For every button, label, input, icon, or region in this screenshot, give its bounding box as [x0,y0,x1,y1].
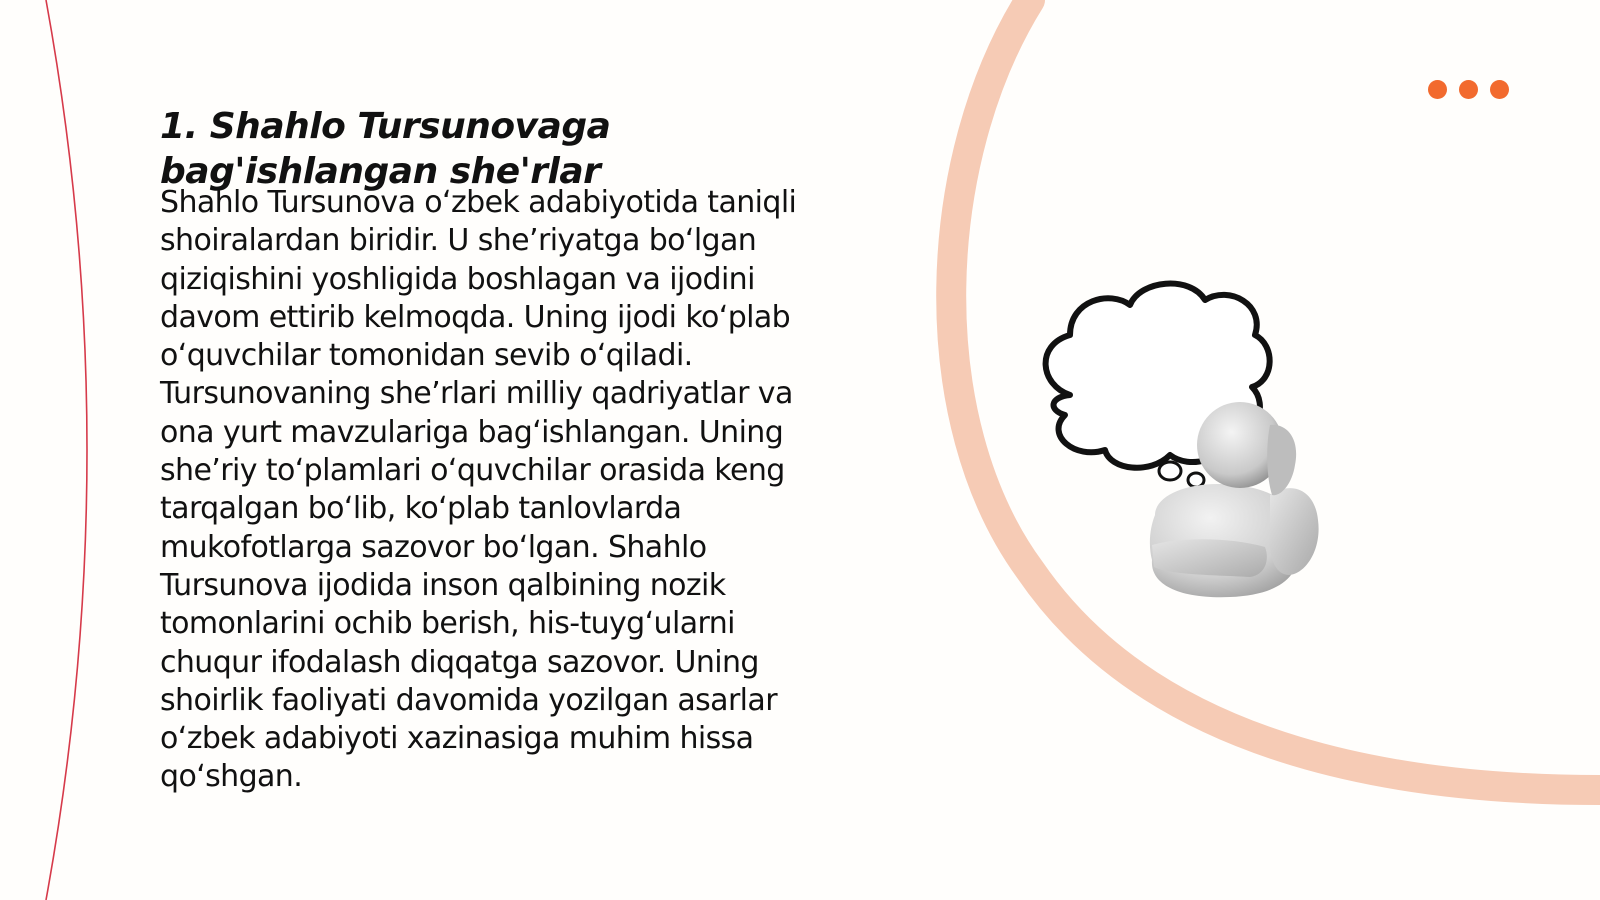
more-dots-icon [1428,80,1509,99]
dot [1490,80,1509,99]
slide-title: 1. Shahlo Tursunovaga bag'ishlangan she'rlar [160,106,611,192]
thinking-person-illustration [1030,275,1350,615]
slide-body-text: Shahlo Tursunova o‘zbek adabiyotida taniqli shoiralardan biridir. U she’riyatga bo‘lgan qiziqishini yoshligida boshlagan va ijodini davom ettirib kelmoqda. Uning ijodi ko‘plab o‘quvchilar tomonidan sevib o‘qiladi. Tursunovaning she’rlari milliy qadriyatlar va ona yurt mavzulariga bag‘ishlangan. Uning she’riy to‘plamlari o‘quvchilar orasida keng tarqalgan bo‘lib, ko‘plab tanlovlarda mukofotlarga sazovor bo‘lgan. Shahlo Tursunova ijodida inson qalbining nozik tomonlarini ochib berish, his-tuyg‘ularni chuqur ifodalash diqqatga sazovor. Uning shoirlik faoliyati davomida yozilgan asarlar o‘zbek adabiyoti xazinasiga muhim hissa qo‘shgan. [160,185,797,795]
left-curve-line [46,0,87,900]
dot [1428,80,1447,99]
dot [1459,80,1478,99]
